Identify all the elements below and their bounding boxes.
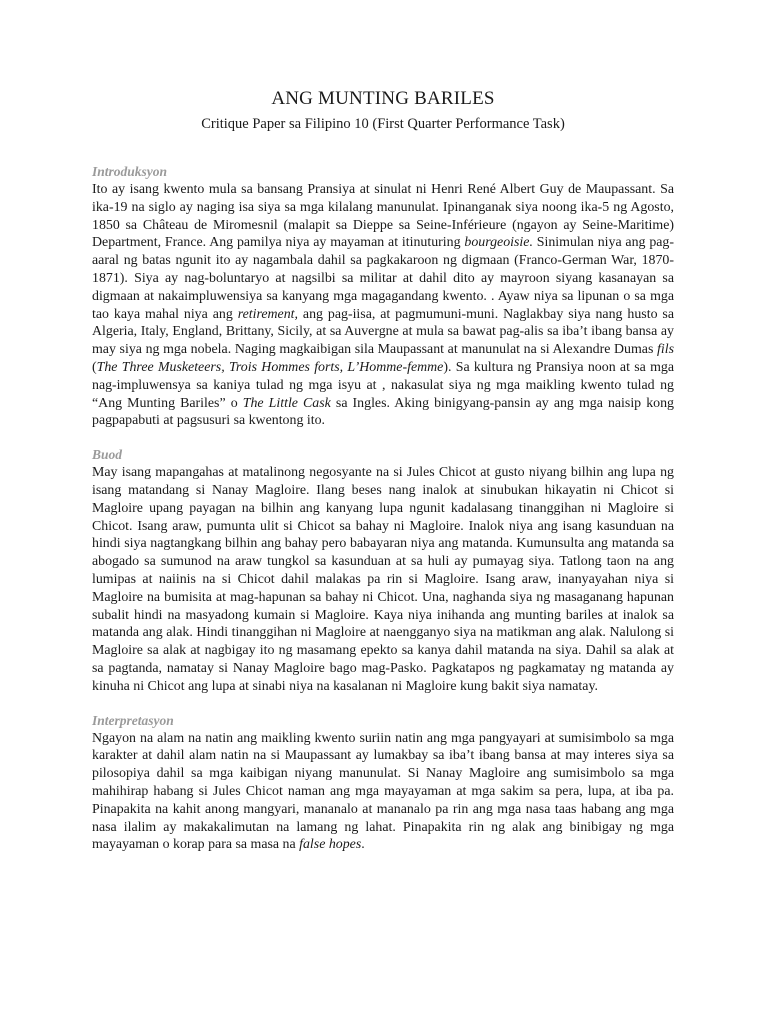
paragraph-interpretation — [92, 730, 674, 855]
document-page — [92, 86, 674, 854]
section-heading-interpretation: Interpretasyon — [92, 712, 174, 728]
text-run-italic: retirement, — [237, 306, 298, 322]
text-run-italic: The Little Cask — [242, 395, 331, 411]
text-run: ang pag-iisa, at pagmumuni-muni. Naglakbay siya nang husto sa Algeria, Italy, England, Brittany, Sicily, at sa Auvergne at mula sa bawat pag-alis sa iba’t ibang bansa ay may siya ng mga nobela. Naging magkaibigan sila Maupassant at manunulat na si Alexandre Dumas — [92, 306, 674, 358]
text-run: Ngayon na alam na natin ang maikling kwento suriin natin ang mga pangyayari at sumisimbolo sa mga karakter at dahil alam natin na si Maupassant ay lumakbay sa iba’t ibang bansa at may interes siya sa pilosopiya dahil sa mga kaibigan niyang manunulat. Si Nanay Magloire ang sumisimbolo sa mga mahihirap habang si Jules Chicot naman ang mga mayayaman at mga sakim sa pera, lupa, at iba pa. Pinapakita na kahit anong mangyari, mananalo at mananalo pa rin ang mga nasa taas habang ang mga nasa ilalim ay makakalimutan na lamang ng lahat. Pinapakita rin ng alak ang binibigay ng mga mayayaman o korap para sa masa na — [92, 730, 674, 853]
text-run: sa Ingles. Aking binigyang-pansin ay ang mga naisip kong pagpapabuti at pagsusuri sa kwentong ito. — [92, 395, 674, 429]
section-heading-summary: Buod — [92, 447, 123, 463]
text-run-italic: bourgeoisie. — [464, 235, 533, 251]
text-run: ( — [92, 359, 97, 375]
text-run: . — [361, 837, 365, 853]
document-title: ANG MUNTING BARILES — [271, 88, 495, 109]
text-run-italic: The Three Musketeers, Trois Hommes forts, L’Homme-femme — [96, 359, 444, 375]
text-run-italic: false hopes — [299, 837, 362, 853]
document-subtitle: Critique Paper sa Filipino 10 (First Quarter Performance Task) — [201, 116, 565, 132]
paragraph-summary: May isang mapangahas at matalinong negosyante na si Jules Chicot at gusto niyang bilhin ang lupa ng isang matandang si Nanay Magloire. Ilang beses nang inalok at sinubukan hikayatin ni Chicot si Magloire upang payagan na bilhin ang kanyang lupa ngunit kadalasang tinanggihan ni Magloire si Chicot. Isang araw, pumunta ulit si Chicot sa bahay ni Magloire. Inalok niya ang isang kasunduan na hindi siya nagtangkang bilhin ang bahay pero babayaran niya ang matanda. Kumunsulta ang matanda sa abogado sa sumunod na araw tungkol sa kasunduan at sa huli ay pumayag siya. Tatlong taon na ang lumipas at naiinis na si Chicot dahil malakas pa rin si Magloire. Isang araw, inanyayahan niya si Magloire na bumisita at mag-hapunan sa bahay ni Chicot. Una, naghanda siya ng masaganang hapunan subalit hindi na masyadong kumain si Magloire. Kaya niya inihanda ang munting bariles at inalok sa matanda ang alak. Hindi tinanggihan ni Magloire at naengganyo siya na matikman ang alak. Nalulong si Magloire sa alak at nagbigay ito ng masamang epekto sa kanya dahil matanda na siya. Dahil sa alak at sa pagtanda, namatay si Nanay Magloire bago mag-Pasko. Pagkatapos ng pagkamatay ng matanda ay kinuha ni Chicot ang lupa at sinabi niya na kasalanan ni Magloire kung bakit siya namatay. — [92, 465, 674, 694]
text-run: ). Sa kultura ng Pransiya noon at sa mga nag-impluwensya sa kaniya tulad ng mga isyu at , nakasulat siya ng mga maikling kwento tulad ng “Ang Munting Bariles” o — [92, 359, 675, 411]
text-run-italic: fils — [657, 342, 674, 358]
text-run: Sinimulan niya ang pag-aaral ng batas ngunit ito ay nagambala dahil sa pagkakaroon ng digmaan (Franco-German War, 1870-1871). Siya ay nag-boluntaryo at nagsilbi sa militar at dahil dito ay mayroon siyang kasanayan sa digmaan at nakaimpluwensiya sa kanyang mga magagandang kwento. . Ayaw niya sa lipunan o sa mga tao kaya mahal niya ang — [92, 235, 675, 322]
section-heading-introduction: Introduksyon — [92, 164, 168, 179]
text-run: Ito ay isang kwento mula sa bansang Pransiya at sinulat ni Henri René Albert Guy de Maupassant. Sa ika-19 na siglo ay naging isa siya sa mga kilalang manunulat. Ipinanganak siya noong ika-5 ng Agosto, 1850 sa Château de Miromesnil (malapit sa Dieppe sa Seine-Inférieure (ngayon ay Seine-Maritime) Department, France. Ang pamilya niya ay mayaman at itinuturing — [92, 182, 674, 251]
paragraph-introduction — [92, 181, 674, 430]
